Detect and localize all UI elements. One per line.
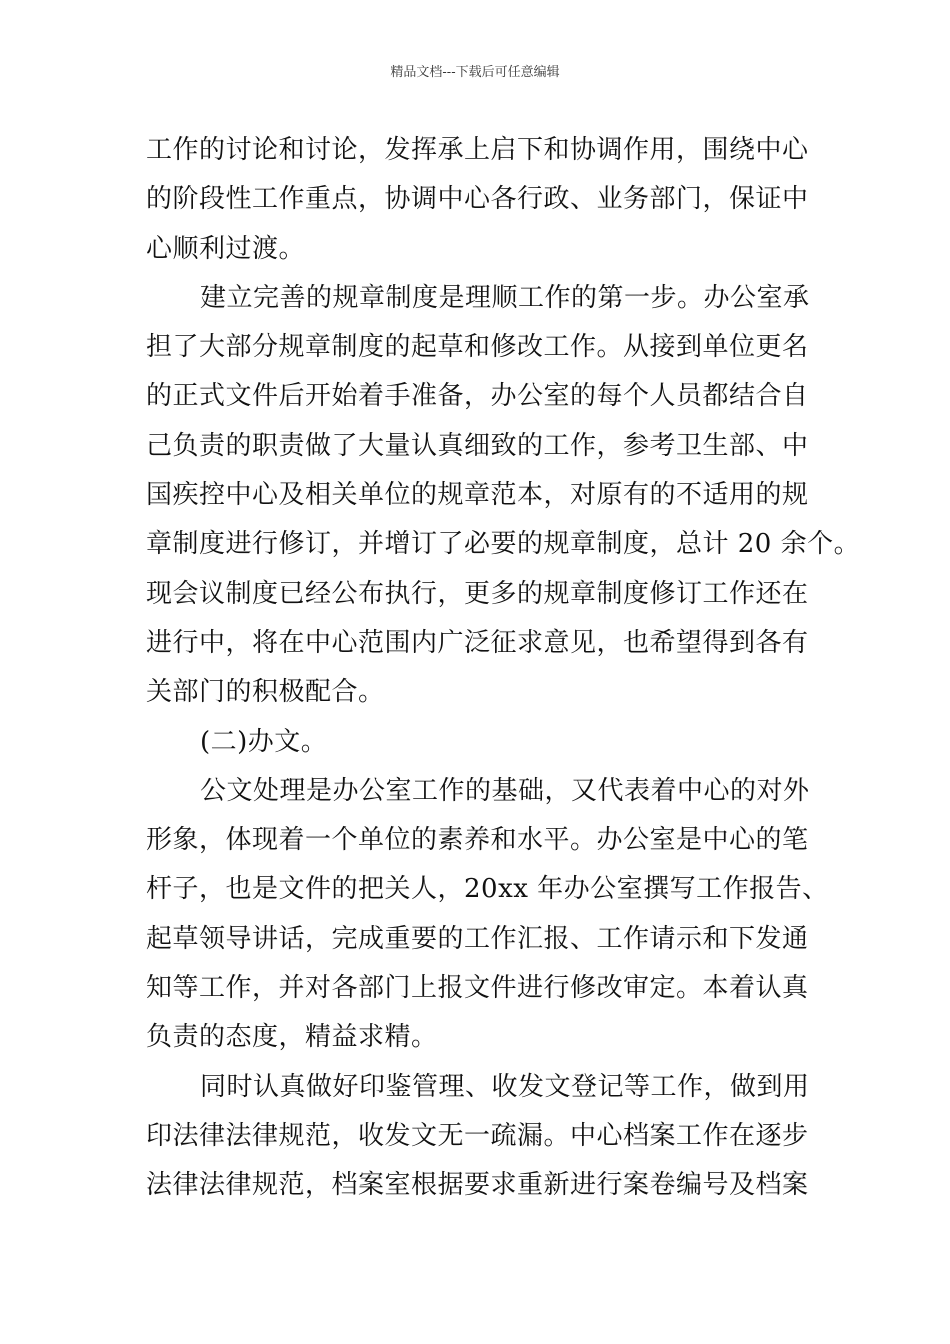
text-line: 同时认真做好印鉴管理、收发文登记等工作，做到用 <box>200 1071 810 1102</box>
text-line: 杆子，也是文件的把关人，20xx 年办公室撰写工作报告、 <box>146 874 829 905</box>
text-line: 负责的态度，精益求精。 <box>146 1022 438 1053</box>
text-line: (二)办文。 <box>200 726 328 757</box>
text-line: 的正式文件后开始着手准备，办公室的每个人员都结合自 <box>146 381 809 412</box>
text-line: 章制度进行修订，并增订了必要的规章制度，总计 20 余个。 <box>146 529 861 560</box>
text-line: 法律法律规范，档案室根据要求重新进行案卷编号及档案 <box>146 1170 809 1201</box>
text-line: 知等工作，并对各部门上报文件进行修改审定。本着认真 <box>146 973 809 1004</box>
text-line: 的阶段性工作重点，协调中心各行政、业务部门，保证中 <box>146 184 809 215</box>
text-line: 国疾控中心及相关单位的规章范本，对原有的不适用的规 <box>146 480 809 511</box>
text-line: 公文处理是办公室工作的基础，又代表着中心的对外 <box>200 775 810 806</box>
text-line: 工作的讨论和讨论，发挥承上启下和协调作用，围绕中心 <box>146 135 809 165</box>
page-header: 精品文档---下载后可任意编辑 <box>390 65 560 80</box>
text-line: 心顺利过渡。 <box>146 233 306 264</box>
text-line: 进行中，将在中心范围内广泛征求意见，也希望得到各有 <box>146 627 809 658</box>
document-body <box>146 126 861 1211</box>
text-line: 起草领导讲话，完成重要的工作汇报、工作请示和下发通 <box>146 923 809 954</box>
text-line: 印法律法律规范，收发文无一疏漏。中心档案工作在逐步 <box>146 1120 809 1151</box>
text-line: 现会议制度已经公布执行，更多的规章制度修订工作还在 <box>146 578 809 609</box>
text-line: 担了大部分规章制度的起草和修改工作。从接到单位更名 <box>146 332 809 363</box>
text-line: 建立完善的规章制度是理顺工作的第一步。办公室承 <box>200 282 810 313</box>
text-line: 关部门的积极配合。 <box>146 677 385 708</box>
text-line: 己负责的职责做了大量认真细致的工作，参考卫生部、中 <box>146 430 809 461</box>
text-line: 形象，体现着一个单位的素养和水平。办公室是中心的笔 <box>146 825 809 856</box>
